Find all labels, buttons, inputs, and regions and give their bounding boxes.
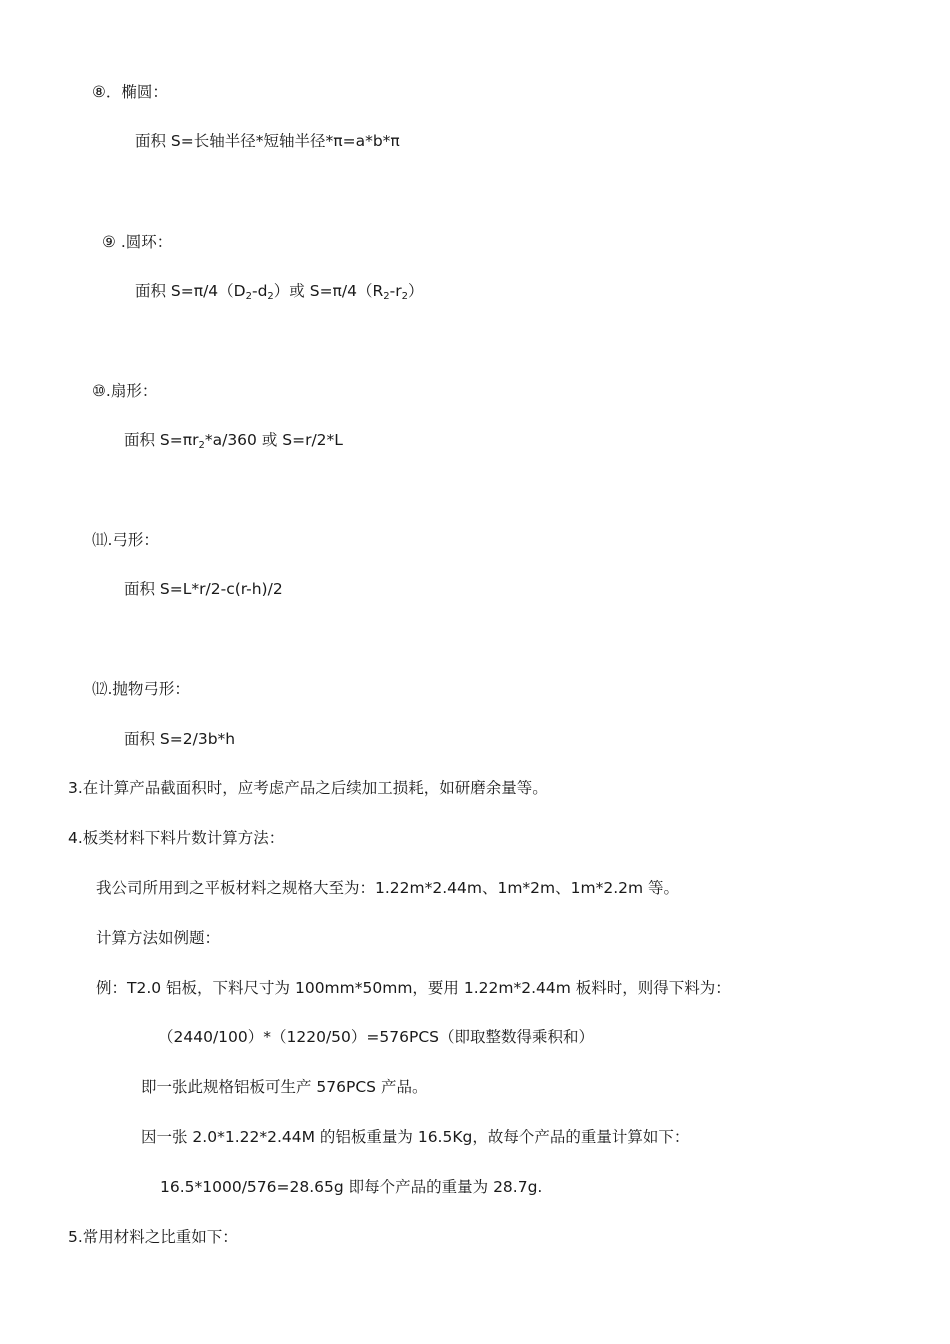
sector-heading: ⑩.扇形：	[92, 382, 158, 400]
annulus-formula-part-d: -r	[389, 282, 402, 300]
parabolic-segment-formula: 面积 S=2/3b*h	[124, 730, 236, 748]
item-3-text: 3.在计算产品截面积时，应考虑产品之后续加工损耗，如研磨余量等。	[68, 779, 548, 797]
annulus-heading: ⑨ .圆环：	[102, 233, 173, 251]
annulus-subscript-2: 2	[267, 291, 274, 302]
segment-formula: 面积 S=L*r/2-c(r-h)/2	[124, 580, 283, 598]
sector-formula-part-a: 面积 S=πr	[124, 431, 199, 449]
ellipse-heading: ⑧．椭圆：	[92, 83, 168, 101]
annulus-formula-part-e: ）	[407, 282, 424, 300]
annulus-formula	[135, 281, 423, 304]
item-5-heading: 5.常用材料之比重如下：	[68, 1228, 238, 1246]
item-4-weight-calc: 16.5*1000/576=28.65g 即每个产品的重量为 28.7g.	[160, 1178, 543, 1196]
item-4-calc: （2440/100）*（1220/50）=576PCS（即取整数得乘积和）	[158, 1028, 594, 1046]
annulus-formula-part-c: ）或 S=π/4（R	[273, 282, 384, 300]
item-4-weight: 因一张 2.0*1.22*2.44M 的铝板重量为 16.5Kg，故每个产品的重量计算如下：	[141, 1128, 690, 1146]
sector-formula-part-b: *a/360 或 S=r/2*L	[204, 431, 343, 449]
parabolic-segment-heading: ⑿.抛物弓形：	[92, 680, 190, 698]
item-4-method: 计算方法如例题：	[96, 929, 221, 947]
annulus-formula-part-a: 面积 S=π/4（D	[135, 282, 246, 300]
ellipse-formula: 面积 S=长轴半径*短轴半径*π=a*b*π	[135, 132, 400, 150]
item-4-spec: 我公司所用到之平板材料之规格大至为：1.22m*2.44m、1m*2m、1m*2.2m 等。	[96, 879, 680, 897]
item-4-example: 例：T2.0 铝板，下料尺寸为 100mm*50mm，要用 1.22m*2.44m 板料时，则得下料为：	[96, 979, 731, 997]
annulus-subscript-1: 2	[245, 291, 252, 302]
item-4-result: 即一张此规格铝板可生产 576PCS 产品。	[141, 1078, 428, 1096]
annulus-subscript-4: 2	[401, 291, 408, 302]
annulus-subscript-3: 2	[383, 291, 390, 302]
sector-subscript-1: 2	[198, 440, 205, 451]
annulus-formula-part-b: -d	[251, 282, 268, 300]
item-4-heading: 4.板类材料下料片数计算方法：	[68, 829, 285, 847]
sector-formula	[124, 430, 343, 453]
segment-heading: ⑾.弓形：	[92, 531, 159, 549]
